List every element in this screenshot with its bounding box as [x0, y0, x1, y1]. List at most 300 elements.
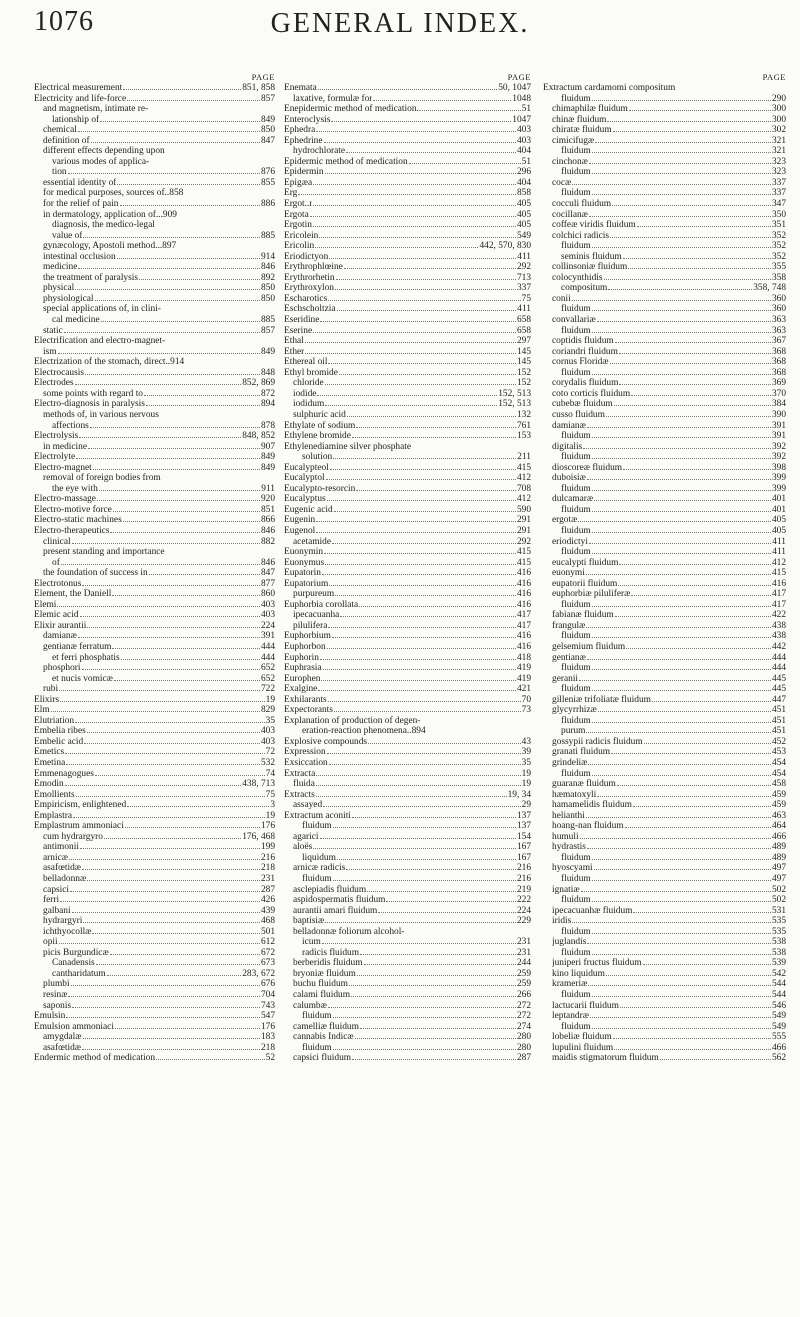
entry-term: gilleniæ trifoliatæ fluidum	[552, 694, 651, 705]
dot-leader	[373, 100, 511, 101]
entry-term: kino liquidum	[552, 968, 605, 979]
entry-page-ref: 886	[260, 199, 275, 210]
dot-leader	[637, 226, 771, 227]
index-entry	[543, 726, 786, 737]
dot-leader	[360, 1028, 516, 1029]
entry-term: ferri	[43, 895, 60, 906]
entry-page-ref: 152, 513	[498, 388, 531, 399]
entry-term: coptidis fluidum	[552, 336, 614, 347]
entry-page-ref: 183	[260, 1032, 275, 1043]
index-entry	[543, 378, 786, 389]
dot-leader	[611, 753, 771, 754]
dot-leader	[113, 511, 260, 512]
entry-page-ref: 405	[516, 199, 531, 210]
index-entry	[284, 389, 531, 400]
entry-term: Emplastrum ammoniaci	[34, 821, 124, 832]
entry-page-ref: 849	[260, 462, 275, 473]
index-entry	[34, 716, 275, 727]
entry-page-ref: 415	[516, 462, 531, 473]
dot-leader	[78, 131, 260, 132]
index-entry	[284, 515, 531, 526]
entry-term: fluidum	[302, 874, 332, 885]
index-entry	[284, 252, 531, 263]
dot-leader	[58, 353, 260, 354]
entry-term: Electrification and electro-magnet-	[34, 336, 166, 347]
page-column-heading: PAGE	[762, 72, 786, 82]
dot-leader	[586, 627, 771, 628]
entry-page-ref: 894	[260, 399, 275, 410]
index-entry	[34, 241, 275, 252]
dot-leader	[619, 384, 771, 385]
entry-term: dioscoreæ fluidum	[552, 462, 623, 473]
index-entry	[543, 315, 786, 326]
index-entry	[284, 705, 531, 716]
dot-leader	[422, 110, 520, 111]
index-entry	[34, 273, 275, 284]
entry-term: Ergot..r	[284, 199, 313, 210]
entry-term: affections	[52, 420, 89, 431]
entry-term: Europhen	[284, 673, 321, 684]
dot-leader	[325, 173, 516, 174]
entry-term: and magnetism, intimate re-	[43, 104, 149, 115]
entry-page-ref: 405	[771, 525, 786, 536]
entry-term: Euphorin	[284, 652, 319, 663]
entry-term: chemical	[43, 125, 77, 136]
index-entry	[34, 769, 275, 780]
running-header	[0, 6, 800, 46]
index-entry	[284, 368, 531, 379]
index-entry	[284, 874, 531, 885]
entry-page-ref: 421	[516, 684, 531, 695]
dot-leader	[313, 332, 516, 333]
entry-page-ref: 19	[521, 768, 531, 779]
index-entry	[543, 505, 786, 516]
index-entry	[543, 790, 786, 801]
entry-term: asclepiadis fluidum	[293, 884, 367, 895]
dot-leader	[91, 142, 260, 143]
index-entry	[34, 494, 275, 505]
index-entry	[543, 948, 786, 959]
entry-page-ref: 914	[260, 251, 275, 262]
index-entry	[543, 473, 786, 484]
entry-term: static	[43, 325, 63, 336]
index-column-3	[543, 72, 786, 1064]
entry-page-ref: 405	[516, 209, 531, 220]
entry-term: chloride	[293, 378, 324, 389]
dot-leader	[330, 469, 516, 470]
entry-term: Electrolysis	[34, 431, 79, 442]
index-entry	[284, 231, 531, 242]
entry-page-ref: 360	[771, 304, 786, 315]
index-entry	[34, 927, 275, 938]
entry-page-ref: 224	[260, 620, 275, 631]
entry-term: Electrodes	[34, 378, 74, 389]
entry-term: eration-reaction phenomena..894	[302, 726, 426, 737]
index-entry	[34, 452, 275, 463]
entry-term: for medical purposes, sources of..858	[43, 188, 184, 199]
entry-page-ref: 154	[516, 831, 531, 842]
dot-leader	[325, 384, 516, 385]
dot-leader	[112, 648, 259, 649]
page-column-heading: PAGE	[507, 72, 531, 82]
entry-term: Electrocausis	[34, 367, 84, 378]
entry-term: fluidum	[561, 895, 591, 906]
index-entry	[34, 252, 275, 263]
index-entry	[34, 895, 275, 906]
entry-page-ref: 544	[771, 990, 786, 1001]
index-entry	[284, 568, 531, 579]
dot-leader	[340, 616, 516, 617]
dot-leader	[325, 922, 516, 923]
entry-term: Eugenic acid	[284, 504, 333, 515]
index-entry	[34, 589, 275, 600]
entry-page-ref: 532	[260, 758, 275, 768]
entry-term: physical	[43, 283, 75, 294]
entry-page-ref: 612	[260, 937, 275, 948]
entry-term: fluidum	[561, 146, 591, 157]
entry-page-ref: 418	[516, 652, 531, 663]
index-entry	[284, 621, 531, 632]
entry-page-ref: 538	[771, 937, 786, 948]
index-entry	[543, 705, 786, 716]
dot-leader	[59, 690, 260, 691]
entry-page-ref: 531	[771, 905, 786, 916]
entry-page-ref: 652	[260, 663, 275, 674]
index-entry	[543, 1053, 786, 1064]
entry-page-ref: 280	[516, 1032, 531, 1043]
entry-page-ref: 404	[516, 146, 531, 157]
entry-page-ref: 415	[771, 568, 786, 579]
dot-leader	[581, 891, 771, 892]
index-entry	[543, 1011, 786, 1022]
dot-leader	[592, 152, 771, 153]
dot-leader	[615, 616, 771, 617]
dot-leader	[93, 469, 260, 470]
dot-leader	[583, 448, 771, 449]
entry-page-ref: 274	[516, 1021, 531, 1032]
entry-term: cinchonæ	[552, 156, 588, 167]
index-entry	[284, 104, 531, 115]
dot-leader	[316, 532, 516, 533]
dot-leader	[332, 637, 516, 638]
entry-page-ref: 368	[771, 367, 786, 378]
index-entry	[284, 737, 531, 748]
entry-term: euphorbiæ piluliferæ	[552, 589, 631, 600]
index-entry	[284, 842, 531, 853]
dot-leader	[615, 342, 771, 343]
entry-term: arnicæ radicis	[293, 863, 346, 874]
dot-leader	[592, 722, 771, 723]
dot-leader	[60, 701, 265, 702]
dot-leader	[85, 374, 260, 375]
entry-term: Elemi	[34, 599, 57, 610]
entry-term: gossypii radicis fluidum	[552, 736, 643, 747]
entry-page-ref: 466	[771, 831, 786, 842]
entry-page-ref: 454	[771, 758, 786, 768]
entry-term: chimaphilæ fluidum	[552, 104, 628, 115]
index-entry	[284, 1011, 531, 1022]
dot-leader	[592, 532, 771, 533]
index-entry	[34, 115, 275, 126]
entry-page-ref: 445	[771, 684, 786, 695]
dot-leader	[82, 585, 260, 586]
dot-leader	[97, 500, 260, 501]
entry-page-ref: 145	[516, 346, 531, 357]
entry-page-ref: 444	[771, 652, 786, 663]
index-entry	[284, 600, 531, 611]
entry-term: Exalgine	[284, 684, 318, 695]
dot-leader	[586, 732, 770, 733]
entry-page-ref: 549	[516, 230, 531, 241]
index-entry	[34, 811, 275, 822]
entry-page-ref: 403	[260, 610, 275, 621]
index-entry	[34, 484, 275, 495]
entry-term: baptisiæ	[293, 916, 325, 927]
index-entry	[284, 610, 531, 621]
index-entry	[543, 1043, 786, 1054]
index-entry	[284, 378, 531, 389]
index-entry	[34, 399, 275, 410]
entry-term: coto corticis fluidum	[552, 388, 631, 399]
entry-page-ref: 829	[260, 705, 275, 716]
entry-page-ref: 426	[260, 895, 275, 906]
index-entry	[284, 1032, 531, 1043]
index-entry	[34, 874, 275, 885]
dot-leader	[149, 574, 260, 575]
index-entry	[284, 758, 531, 769]
index-entry	[284, 241, 531, 252]
index-entry	[34, 220, 275, 231]
index-entry	[284, 178, 531, 189]
dot-leader	[336, 279, 516, 280]
entry-term: Epigæa	[284, 177, 313, 188]
entry-term: fluidum	[561, 504, 591, 515]
index-entry	[543, 210, 786, 221]
entry-term: value of	[52, 230, 83, 241]
entry-term: fluidum	[561, 631, 591, 642]
entry-page-ref: 199	[260, 842, 275, 853]
dot-leader	[87, 732, 260, 733]
entry-page-ref: 75	[521, 293, 531, 304]
entry-term: ipecacuanhæ fluidum	[552, 905, 633, 916]
index-entry	[34, 262, 275, 273]
entry-page-ref: 419	[516, 673, 531, 684]
entry-term: purpureum	[293, 589, 335, 600]
entry-term: Electrization of the stomach, direct..914	[34, 357, 185, 368]
index-entry	[284, 958, 531, 969]
entry-term: fluidum	[561, 325, 591, 336]
dot-leader	[607, 121, 771, 122]
index-entry	[543, 958, 786, 969]
entry-page-ref: 290	[771, 93, 786, 104]
dot-leader	[364, 964, 516, 965]
entry-page-ref: 244	[516, 958, 531, 969]
dot-leader	[592, 100, 771, 101]
entry-page-ref: 283, 672	[242, 968, 275, 979]
entry-term: essential identity of	[43, 177, 117, 188]
entry-term: cusso fluidum	[552, 409, 605, 420]
index-entry	[34, 906, 275, 917]
entry-page-ref: 439	[260, 905, 275, 916]
entry-term: fluidum	[302, 821, 332, 832]
entry-term: opii	[43, 937, 58, 948]
index-entry	[34, 674, 275, 685]
entry-term: of	[52, 557, 60, 568]
dot-leader	[592, 859, 771, 860]
index-entry	[543, 684, 786, 695]
index-entry	[543, 220, 786, 231]
page-title: GENERAL INDEX.	[270, 8, 530, 39]
entry-term: cubebæ fluidum	[552, 399, 613, 410]
entry-page-ref: 658	[516, 315, 531, 326]
entry-term: the eye with	[52, 483, 98, 494]
index-entry	[543, 874, 786, 885]
entry-page-ref: 368	[771, 346, 786, 357]
entry-page-ref: 876	[260, 167, 275, 178]
entry-page-ref: 401	[771, 494, 786, 505]
entry-term: Ergota	[284, 209, 309, 220]
dot-leader	[592, 880, 771, 881]
index-entry	[34, 167, 275, 178]
dot-leader	[618, 585, 771, 586]
index-entry	[543, 347, 786, 358]
entry-term: frangulæ	[552, 620, 586, 631]
dot-leader	[592, 310, 771, 311]
dot-leader	[409, 163, 521, 164]
index-entry	[34, 294, 275, 305]
index-entry	[543, 642, 786, 653]
entry-term: Emodin	[34, 779, 64, 790]
entry-term: fabianæ fluidum	[552, 610, 614, 621]
entry-term: hydrochlorate	[293, 146, 346, 157]
entry-page-ref: 878	[260, 420, 275, 431]
index-entry	[34, 389, 275, 400]
entry-term: Erythroxylon	[284, 283, 334, 294]
index-entry	[543, 526, 786, 537]
entry-page-ref: 851, 858	[242, 83, 275, 93]
index-entry	[543, 262, 786, 273]
entry-term: Erg	[284, 188, 298, 199]
index-entry	[34, 579, 275, 590]
entry-page-ref: 52	[265, 1053, 275, 1064]
index-entry	[34, 547, 275, 558]
dot-leader	[328, 363, 515, 364]
index-entry	[543, 885, 786, 896]
dot-leader	[367, 891, 516, 892]
dot-leader	[592, 173, 771, 174]
entry-page-ref: 292	[516, 262, 531, 273]
entry-page-ref: 920	[260, 494, 275, 505]
index-entry	[34, 1022, 275, 1033]
entry-page-ref: 412	[516, 494, 531, 505]
dot-leader	[592, 437, 771, 438]
entry-term: Elixir aurantii	[34, 620, 87, 631]
entry-term: Elm	[34, 705, 50, 716]
entry-page-ref: 415	[516, 547, 531, 558]
entry-term: Emplastra	[34, 810, 73, 821]
entry-page-ref: 417	[771, 599, 786, 610]
entry-term: Euonymus	[284, 557, 325, 568]
entry-term: gentianæ	[552, 652, 586, 663]
entry-page-ref: 416	[516, 568, 531, 579]
dot-leader	[619, 353, 771, 354]
entry-page-ref: 416	[516, 589, 531, 600]
dot-leader	[337, 859, 516, 860]
dot-leader	[313, 184, 516, 185]
dot-leader	[68, 996, 259, 997]
dot-leader	[347, 416, 516, 417]
dot-leader	[112, 595, 260, 596]
entry-term: Extracts	[284, 789, 315, 800]
index-entry	[284, 357, 531, 368]
entry-term: Euphorbon	[284, 641, 326, 652]
entry-page-ref: 218	[260, 863, 275, 874]
entry-term: Expectorants	[284, 705, 333, 716]
dot-leader	[71, 985, 260, 986]
entry-page-ref: 447	[771, 694, 786, 705]
index-entry	[34, 347, 275, 358]
entry-term: rubi	[43, 684, 59, 695]
entry-term: asafœtidæ	[43, 863, 82, 874]
entry-term: calami fluidum	[293, 990, 351, 1001]
dot-leader	[125, 827, 260, 828]
entry-page-ref: 152	[516, 367, 531, 378]
entry-term: Electro-static machines	[34, 515, 122, 526]
entry-term: fluidum	[561, 599, 591, 610]
entry-page-ref: 50, 1047	[498, 83, 531, 93]
entry-page-ref: 51	[521, 104, 531, 115]
entry-term: the treatment of paralysis	[43, 272, 139, 283]
dot-leader	[587, 427, 771, 428]
index-entry	[284, 579, 531, 590]
index-entry	[543, 1022, 786, 1033]
index-entry	[284, 642, 531, 653]
index-entry	[34, 631, 275, 642]
entry-page-ref: 352	[771, 230, 786, 241]
entry-page-ref: 231	[516, 947, 531, 958]
entry-page-ref: 453	[771, 747, 786, 758]
index-entry	[284, 695, 531, 706]
entry-term: Eugenin	[284, 515, 316, 526]
entry-term: Endermic method of medication	[34, 1053, 156, 1064]
entry-term: removal of foreign bodies from	[43, 473, 161, 484]
entry-page-ref: 280	[516, 1042, 531, 1053]
entry-term: capsici fluidum	[293, 1053, 352, 1064]
dot-leader	[321, 680, 515, 681]
index-entry	[284, 442, 531, 453]
index-entry	[543, 463, 786, 474]
index-entry	[34, 1043, 275, 1054]
entry-term: purum	[561, 726, 586, 737]
entry-page-ref: 847	[260, 568, 275, 579]
entry-term: Exhilarants	[284, 694, 327, 705]
index-entry	[543, 442, 786, 453]
index-entry	[34, 231, 275, 242]
index-entry	[284, 83, 531, 94]
entry-page-ref: 70	[521, 694, 531, 705]
entry-page-ref: 3	[270, 800, 275, 811]
index-entry	[34, 821, 275, 832]
index-entry	[284, 653, 531, 664]
dot-leader	[328, 627, 516, 628]
entry-page-ref: 549	[771, 1011, 786, 1022]
entry-page-ref: 489	[771, 842, 786, 853]
index-entry	[543, 811, 786, 822]
entry-page-ref: 501	[260, 926, 275, 937]
index-entry	[543, 579, 786, 590]
entry-page-ref: 539	[771, 958, 786, 969]
entry-page-ref: 452	[771, 736, 786, 747]
